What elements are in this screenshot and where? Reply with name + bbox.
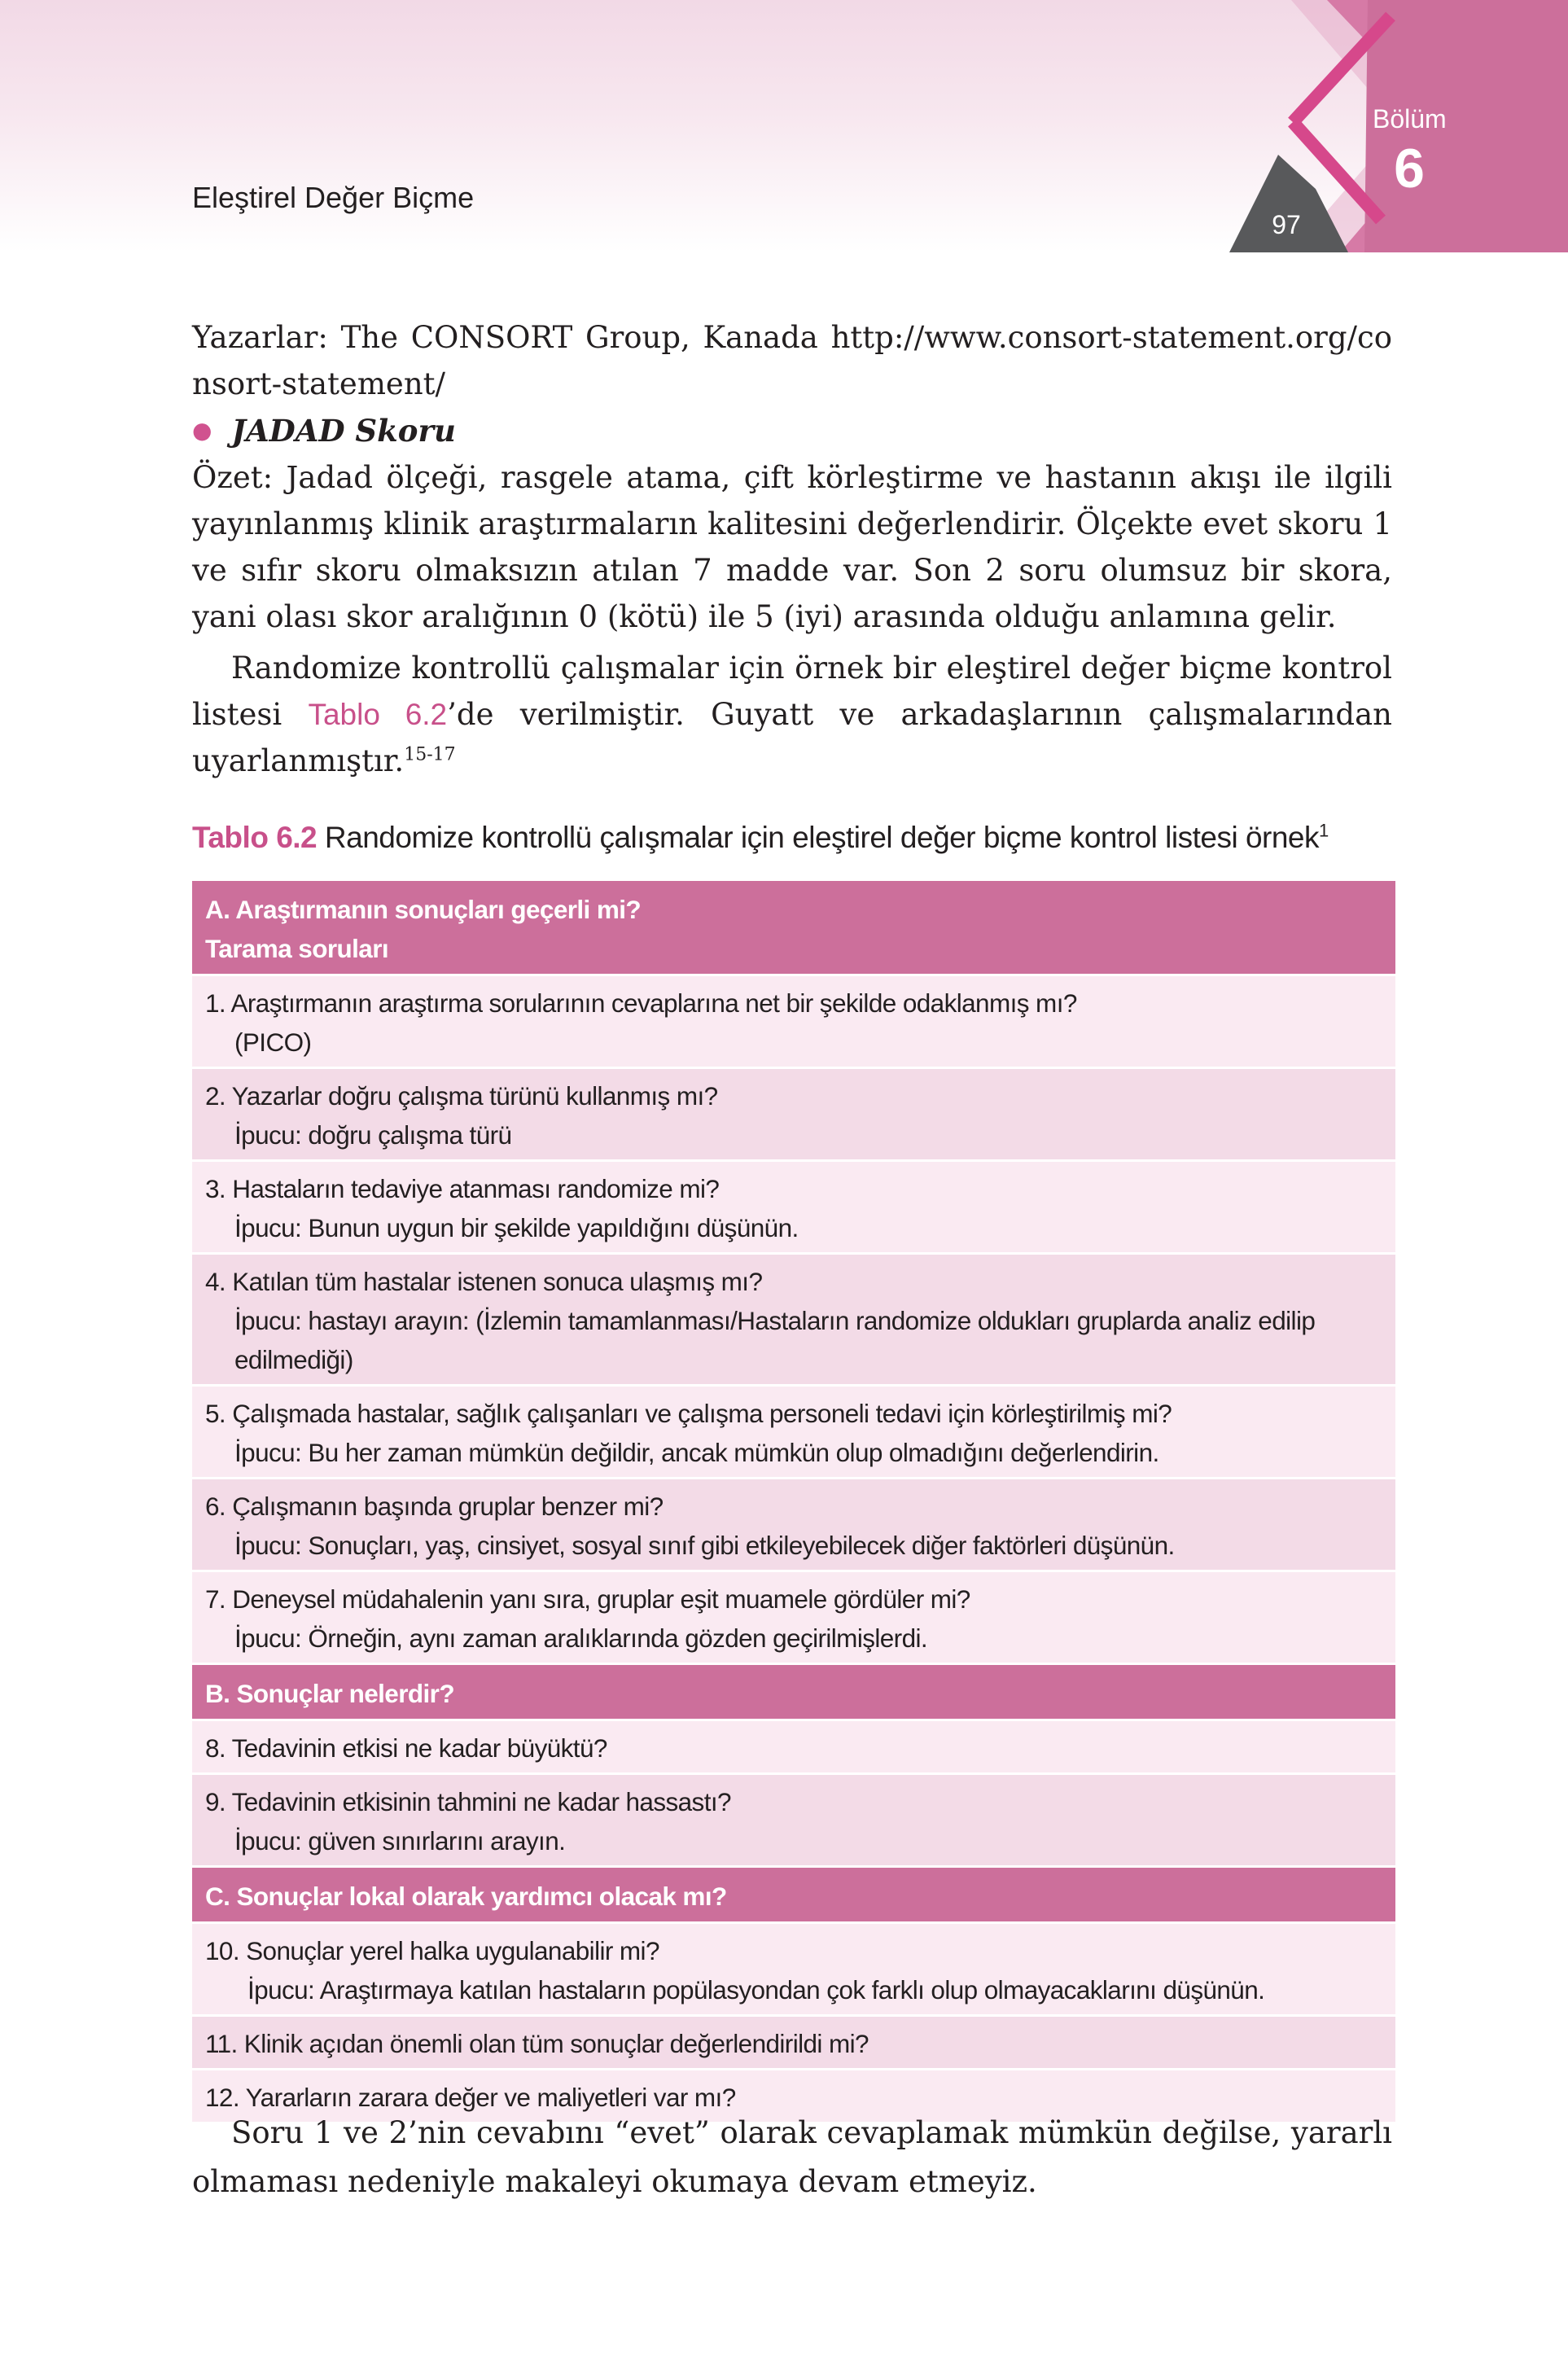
section-title: A. Araştırmanın sonuçları geçerli mi? [205, 895, 642, 924]
hint-text: İpucu: Örneğin, aynı zaman aralıklarında gözden geçirilmişlerdi. [234, 1623, 928, 1653]
table-row [192, 1479, 1395, 1572]
hint-text: İpucu: hastayı arayın: (İzlemin tamamlanması/Hastaların randomize oldukları gruplarda analiz edilip edilmediği) [234, 1306, 1316, 1374]
section-header-c [192, 1868, 1395, 1924]
table-row [192, 1721, 1395, 1775]
reference-text-b: ’de verilmiştir. Guyatt ve arkadaşlarının çalışmalarından uyarlanmıştır. [192, 697, 1392, 778]
reference-text-a: Randomize kontrollü çalışmalar için örnek bir eleştirel değer biçme kontrol listesi [192, 651, 1392, 732]
table-caption-text: Randomize kontrollü çalışmalar için eleştirel değer biçme kontrol listesi örnek [317, 821, 1320, 854]
hint-text: İpucu: Araştırmaya katılan hastaların popülasyondan çok farklı olup olmayacaklarını düşünün. [247, 1975, 1265, 2005]
running-title: Eleştirel Değer Biçme [192, 181, 475, 214]
table-row [192, 1387, 1395, 1479]
question-text: 6. Çalışmanın başında gruplar benzer mi? [205, 1492, 664, 1521]
question-text: 1. Araştırmanın araştırma sorularının cevaplarına net bir şekilde odaklanmış mı? [205, 988, 1077, 1018]
table-row [192, 1069, 1395, 1162]
question-text: 12. Yararların zarara değer ve maliyetleri var mı? [205, 2083, 736, 2112]
question-text: 3. Hastaların tedaviye atanması randomize mi? [205, 1174, 720, 1203]
question-text: 8. Tedavinin etkisi ne kadar büyüktü? [205, 1733, 607, 1763]
bullet-dot-icon: ● [192, 417, 212, 444]
section-header-b [192, 1665, 1395, 1721]
bullet-item [192, 407, 1392, 454]
hint-text: (PICO) [234, 1027, 312, 1057]
question-text: 11. Klinik açıdan önemli olan tüm sonuçlar değerlendirildi mi? [205, 2029, 869, 2058]
reference-paragraph [192, 645, 1392, 784]
authors-line: Yazarlar: The CONSORT Group, Kanada http://www.consort-statement.org/consort-statement/ [192, 320, 1392, 401]
chapter-tab-graphic [1172, 0, 1568, 252]
table-row [192, 976, 1395, 1069]
question-text: 4. Katılan tüm hastalar istenen sonuca ulaşmış mı? [205, 1267, 763, 1296]
hint-text: İpucu: Bu her zaman mümkün değildir, ancak mümkün olup olmadığını değerlendirin. [234, 1438, 1159, 1467]
table-row [192, 1255, 1395, 1387]
question-text: 5. Çalışmada hastalar, sağlık çalışanları ve çalışma personeli tedavi için körleştirilmiş mi? [205, 1399, 1172, 1428]
section-header-a [192, 881, 1395, 976]
table-reference-link[interactable]: Tablo 6.2 [308, 698, 448, 731]
question-text: 10. Sonuçlar yerel halka uygulanabilir mi? [205, 1936, 659, 1965]
table-row [192, 2017, 1395, 2070]
table-caption [192, 821, 1392, 855]
table-row [192, 1572, 1395, 1665]
intro-text [192, 314, 1392, 784]
table-row [192, 1775, 1395, 1868]
section-title: C. Sonuçlar lokal olarak yardımcı olacak mı? [205, 1882, 727, 1911]
table-caption-superscript: 1 [1319, 820, 1329, 841]
citation-superscript: 15-17 [404, 744, 456, 765]
question-text: 2. Yazarlar doğru çalışma türünü kullanmış mı? [205, 1081, 718, 1111]
page-number: 97 [1272, 210, 1301, 239]
table-caption-label: Tablo 6.2 [192, 821, 318, 854]
section-subtitle: Tarama soruları [205, 934, 389, 963]
chapter-label: Bölüm [1373, 104, 1447, 134]
table-row [192, 1162, 1395, 1255]
question-text: 7. Deneysel müdahalenin yanı sıra, gruplar eşit muamele gördüler mi? [205, 1584, 970, 1614]
hint-text: İpucu: güven sınırlarını arayın. [234, 1826, 566, 1856]
checklist-table [192, 881, 1395, 2124]
hint-text: İpucu: doğru çalışma türü [234, 1120, 512, 1150]
hint-text: İpucu: Bunun uygun bir şekilde yapıldığını düşünün. [234, 1213, 799, 1242]
bullet-title: JADAD Skoru [231, 413, 456, 449]
section-title: B. Sonuçlar nelerdir? [205, 1679, 454, 1708]
question-text: 9. Tedavinin etkisinin tahmini ne kadar hassastı? [205, 1787, 731, 1816]
chapter-number: 6 [1394, 138, 1425, 199]
closing-paragraph: Soru 1 ve 2’nin cevabını “evet” olarak cevaplamak mümkün değilse, yararlı olmaması nedeniyle makaleyi okumaya devam etmeyiz. [192, 2115, 1392, 2199]
hint-text: İpucu: Sonuçları, yaş, cinsiyet, sosyal sınıf gibi etkileyebilecek diğer faktörleri düşünün. [234, 1531, 1175, 1560]
table-row [192, 1924, 1395, 2017]
summary-paragraph: Özet: Jadad ölçeği, rasgele atama, çift körleştirme ve hastanın akışı ile ilgili yayınlanmış klinik araştırmaların kalitesini değerlendirir. Ölçekte evet skoru 1 ve sıfır skoru olmaksızın atılan 7 madde var. Son 2 soru olumsuz bir skora, yani olası skor aralığının 0 (kötü) ile 5 (iyi) arasında olduğu anlamına gelir. [192, 460, 1392, 634]
